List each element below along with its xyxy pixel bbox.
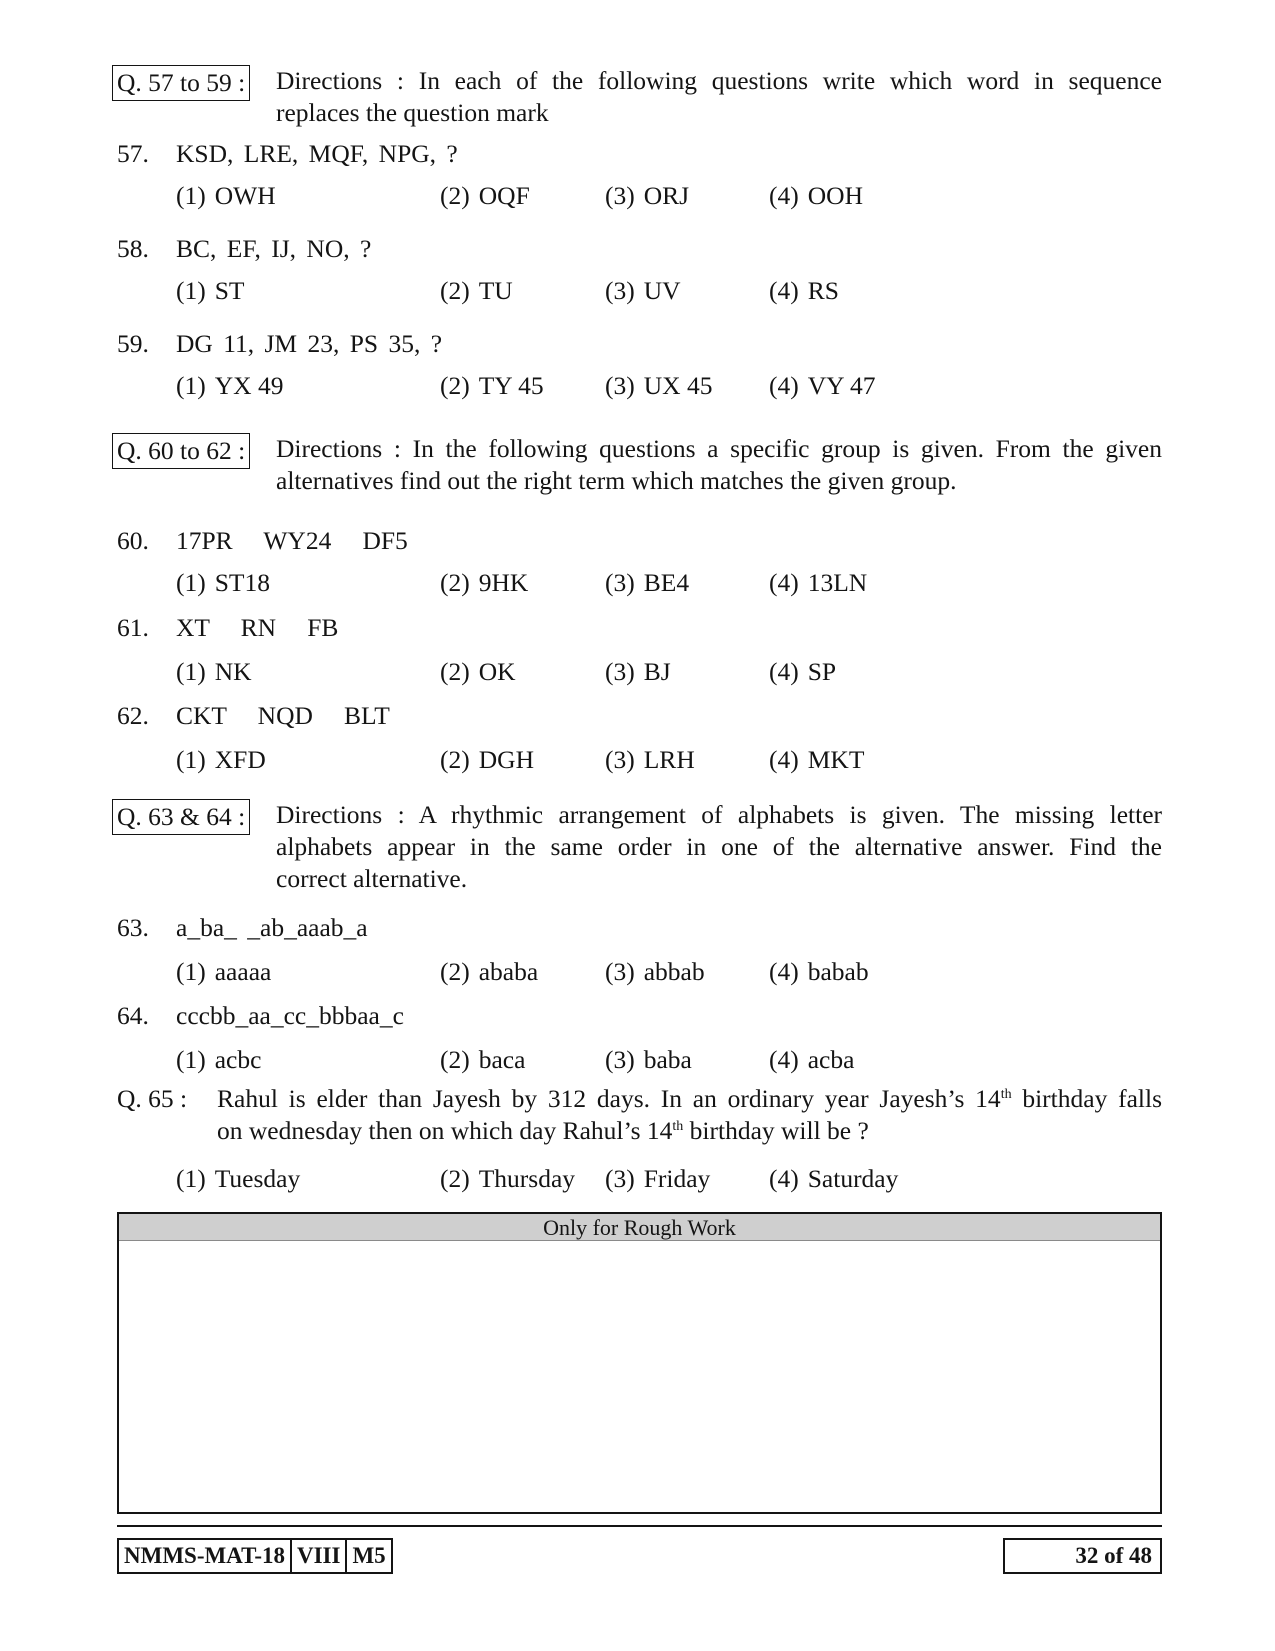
option-3[interactable]: (3) ORJ (605, 181, 690, 210)
question-stem: cccbb_aa_cc_bbbaa_c (176, 1001, 404, 1030)
option-1[interactable]: (1) ST (176, 276, 245, 305)
option-3[interactable]: (3) UX 45 (605, 371, 713, 400)
option-4[interactable]: (4) Saturday (769, 1164, 899, 1193)
options-61 (176, 656, 1156, 690)
option-2[interactable]: (2) 9HK (440, 568, 529, 597)
option-1[interactable]: (1) aaaaa (176, 957, 272, 986)
option-1[interactable]: (1) acbc (176, 1045, 262, 1074)
rough-work-title: Only for Rough Work (119, 1214, 1160, 1241)
paper-code: NMMS-MAT-18 (119, 1540, 292, 1572)
option-2[interactable]: (2) TY 45 (440, 371, 544, 400)
option-1[interactable]: (1) OWH (176, 181, 276, 210)
option-2[interactable]: (2) ababa (440, 957, 539, 986)
option-2[interactable]: (2) OQF (440, 181, 530, 210)
option-4[interactable]: (4) acba (769, 1045, 855, 1074)
question-stem: XT RN FB (176, 613, 339, 642)
options-62 (176, 744, 1156, 778)
set-code: M5 (352, 1543, 386, 1568)
footer-divider (117, 1525, 1162, 1527)
directions-text: Directions : In the following questions a specific group is given. From the given alternatives find out the right term which matches the given group. (276, 434, 1162, 495)
question-58 (117, 233, 1157, 267)
option-3[interactable]: (3) BE4 (605, 568, 690, 597)
option-2[interactable]: (2) Thursday (440, 1164, 576, 1193)
option-4[interactable]: (4) RS (769, 276, 839, 305)
option-1[interactable]: (1) ST18 (176, 568, 270, 597)
option-1[interactable]: (1) YX 49 (176, 371, 284, 400)
question-stem: Rahul is elder than Jayesh by 312 days. In an ordinary year Jayesh’s 14th birthday falls on wednesday then on which day Rahul’s 14th birthday will be ? (217, 1084, 1162, 1145)
option-2[interactable]: (2) baca (440, 1045, 526, 1074)
question-61 (117, 612, 1157, 646)
option-1[interactable]: (1) Tuesday (176, 1164, 301, 1193)
section-label: Q. 60 to 62 : (112, 433, 250, 469)
page-number: 32 of 48 (1003, 1538, 1162, 1574)
directions-text: Directions : In each of the following questions write which word in sequence replaces the question mark (276, 66, 1162, 127)
option-2[interactable]: (2) TU (440, 276, 513, 305)
option-3[interactable]: (3) Friday (605, 1164, 711, 1193)
class-code: VIII (292, 1540, 347, 1572)
rough-work-box[interactable] (117, 1212, 1162, 1514)
option-4[interactable]: (4) MKT (769, 745, 865, 774)
directions-text: Directions : A rhythmic arrangement of alphabets is given. The missing letter alphabets appear in the same order in one of the alternative answer. Find the correct alternative. (276, 800, 1162, 893)
options-58 (176, 275, 1156, 309)
question-64 (117, 1000, 1157, 1034)
option-4[interactable]: (4) babab (769, 957, 869, 986)
question-63 (117, 912, 1157, 946)
options-60 (176, 567, 1156, 601)
section-label: Q. 63 & 64 : (112, 799, 250, 835)
question-number: 61. (117, 613, 149, 642)
option-4[interactable]: (4) 13LN (769, 568, 868, 597)
question-number: 62. (117, 701, 149, 730)
option-3[interactable]: (3) baba (605, 1045, 692, 1074)
option-2[interactable]: (2) DGH (440, 745, 534, 774)
question-60 (117, 525, 1157, 559)
question-59 (117, 328, 1157, 362)
question-stem: KSD, LRE, MQF, NPG, ? (176, 139, 458, 168)
options-64 (176, 1044, 1156, 1078)
options-63 (176, 956, 1156, 990)
option-4[interactable]: (4) VY 47 (769, 371, 876, 400)
question-stem: BC, EF, IJ, NO, ? (176, 234, 372, 263)
question-stem: CKT NQD BLT (176, 701, 390, 730)
question-number: 59. (117, 329, 149, 358)
option-3[interactable]: (3) abbab (605, 957, 705, 986)
question-stem: a_ba_ _ab_aaab_a (176, 913, 368, 942)
section-label: Q. 57 to 59 : (112, 65, 250, 101)
option-4[interactable]: (4) OOH (769, 181, 863, 210)
question-number: 60. (117, 526, 149, 555)
paper-code-box (117, 1538, 393, 1574)
options-57 (176, 180, 1156, 214)
question-number: 63. (117, 913, 149, 942)
question-number: 57. (117, 139, 149, 168)
option-3[interactable]: (3) BJ (605, 657, 671, 686)
option-2[interactable]: (2) OK (440, 657, 516, 686)
question-number: 58. (117, 234, 149, 263)
question-62 (117, 700, 1157, 734)
options-59 (176, 370, 1156, 404)
question-stem: 17PR WY24 DF5 (176, 526, 408, 555)
options-65 (176, 1163, 1156, 1197)
question-number: 64. (117, 1001, 149, 1030)
question-stem: DG 11, JM 23, PS 35, ? (176, 329, 443, 358)
option-1[interactable]: (1) NK (176, 657, 252, 686)
option-4[interactable]: (4) SP (769, 657, 837, 686)
question-57 (117, 138, 1157, 172)
option-3[interactable]: (3) UV (605, 276, 681, 305)
question-number: Q. 65 : (117, 1084, 188, 1113)
option-1[interactable]: (1) XFD (176, 745, 266, 774)
option-3[interactable]: (3) LRH (605, 745, 695, 774)
